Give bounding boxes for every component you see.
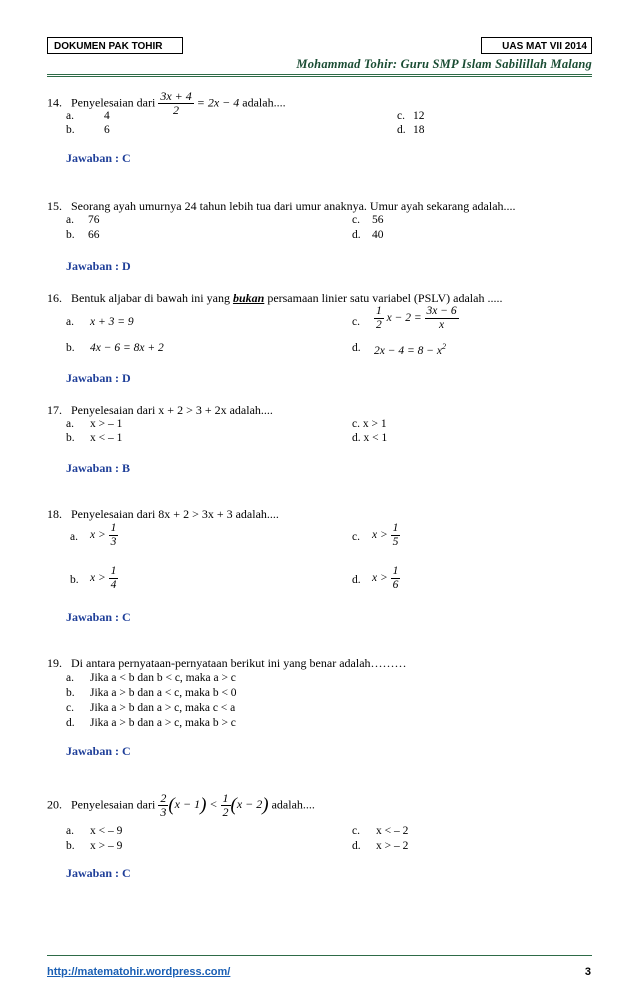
- inequality-lhs: x >: [372, 572, 388, 585]
- option-b: 6: [104, 124, 110, 136]
- option-c-label: c.: [352, 214, 360, 226]
- paren-expression: x − 1: [174, 797, 201, 812]
- option-c: [372, 522, 400, 549]
- answer-19: Jawaban : C: [66, 744, 131, 758]
- question-text: Bentuk aljabar di bawah ini yang: [71, 291, 230, 305]
- footer-url-link[interactable]: http://matematohir.wordpress.com/: [47, 966, 231, 978]
- option-a: x > – 1: [90, 418, 123, 430]
- fraction-denominator: 5: [392, 536, 399, 548]
- fraction-numerator: 1: [376, 305, 382, 317]
- option-a-label: a.: [66, 672, 74, 684]
- option-b-label: b.: [66, 342, 75, 354]
- question-text-cont: persamaan linier satu variabel (PSLV) adalah .....: [267, 291, 503, 305]
- option-a: [90, 522, 118, 549]
- answer-15: Jawaban : D: [66, 259, 131, 273]
- option-a-label: a.: [66, 418, 74, 430]
- inequality-lhs: x >: [90, 572, 106, 585]
- option-d-label: d.: [352, 342, 361, 354]
- equation-rhs: = 2x − 4: [196, 95, 240, 110]
- question-number: 20.: [47, 797, 62, 812]
- option-a-label: a.: [66, 825, 74, 837]
- option-b-label: b.: [70, 574, 79, 586]
- footer-divider: [47, 955, 592, 956]
- question-tail: adalah....: [242, 95, 286, 110]
- option-d: 40: [372, 229, 384, 241]
- question-text: Penyelesaian dari: [71, 797, 156, 812]
- equation-middle: x − 2 =: [386, 312, 422, 325]
- fraction: [425, 305, 459, 332]
- fraction-numerator: 1: [392, 565, 399, 577]
- question-number: 19.: [47, 656, 62, 670]
- question-text: Penyelesaian dari 8x + 2 > 3x + 3 adalah....: [71, 507, 279, 521]
- option-c: 56: [372, 214, 384, 226]
- option-c: [374, 305, 459, 332]
- fraction-denominator: 6: [392, 579, 399, 591]
- option-c-label: c.: [352, 316, 360, 328]
- fraction-denominator: 4: [110, 579, 117, 591]
- paren-expression: x − 2: [236, 797, 263, 812]
- option-c: c. x > 1: [352, 418, 387, 430]
- option-b-label: b.: [66, 840, 75, 852]
- question-16: [47, 291, 502, 306]
- header-divider: [47, 74, 592, 75]
- option-d-label: d.: [352, 840, 361, 852]
- option-c-label: c.: [352, 825, 360, 837]
- option-b: Jika a > b dan a < c, maka b < 0: [90, 687, 237, 699]
- option-b: 66: [88, 229, 100, 241]
- option-d: [374, 342, 446, 357]
- option-c-label: c.: [66, 702, 74, 714]
- answer-18: Jawaban : C: [66, 610, 131, 624]
- option-d-label: d.: [66, 717, 75, 729]
- fraction-numerator: 3x − 6: [426, 305, 457, 317]
- option-d: d. x < 1: [352, 432, 388, 444]
- option-b: 4x − 6 = 8x + 2: [90, 342, 164, 354]
- header-right-label: UAS MAT VII 2014: [481, 37, 592, 54]
- question-number: 18.: [47, 507, 62, 521]
- header-author: Mohammad Tohir: Guru SMP Islam Sabilillah Malang: [296, 57, 592, 71]
- option-d: [372, 565, 400, 592]
- question-15: [47, 199, 516, 214]
- fraction-numerator: 1: [110, 565, 117, 577]
- option-a-label: a.: [66, 316, 74, 328]
- option-a: x < – 9: [90, 825, 123, 837]
- option-b-label: b.: [66, 124, 75, 136]
- question-20: [47, 792, 315, 819]
- answer-20: Jawaban : C: [66, 866, 131, 880]
- fraction: [221, 792, 231, 819]
- option-c-label: c.: [352, 531, 360, 543]
- option-b-label: b.: [66, 229, 75, 241]
- question-number: 16.: [47, 291, 62, 305]
- option-d-label: d.: [352, 574, 361, 586]
- fraction: [391, 565, 401, 592]
- option-d-label: d.: [352, 229, 361, 241]
- fraction: [158, 792, 168, 819]
- emphasis-word: bukan: [232, 291, 265, 305]
- option-a-label: a.: [66, 110, 74, 122]
- question-text: Seorang ayah umurnya 24 tahun lebih tua dari umur anaknya. Umur ayah sekarang adalah....: [71, 199, 516, 213]
- option-d-label: d.: [397, 124, 406, 136]
- inequality-lhs: x >: [372, 529, 388, 542]
- fraction: [109, 522, 119, 549]
- option-b-label: b.: [66, 432, 75, 444]
- question-17: [47, 403, 273, 418]
- option-a-label: a.: [66, 214, 74, 226]
- fraction-numerator: 3x + 4: [160, 89, 192, 103]
- page-number: 3: [584, 966, 591, 978]
- fraction: [109, 565, 119, 592]
- header-divider-secondary: [47, 76, 592, 77]
- option-a: 4: [104, 110, 110, 122]
- option-b: x < – 1: [90, 432, 123, 444]
- fraction-numerator: 2: [160, 791, 167, 805]
- option-b-label: b.: [66, 687, 75, 699]
- fraction-denominator: 2: [222, 805, 229, 819]
- option-d: Jika a > b dan a > c, maka b > c: [90, 717, 236, 729]
- question-tail: adalah....: [271, 797, 315, 812]
- question-18: [47, 507, 279, 522]
- fraction-denominator: 3: [160, 805, 167, 819]
- option-a: 76: [88, 214, 100, 226]
- option-d: x > – 2: [376, 840, 409, 852]
- fraction-denominator: x: [439, 319, 445, 331]
- fraction: [158, 90, 193, 117]
- option-d: 18: [413, 124, 425, 136]
- question-number: 14.: [47, 95, 62, 110]
- exponent: 2: [442, 342, 446, 351]
- less-than-sign: <: [209, 797, 218, 812]
- header-left-label: DOKUMEN PAK TOHIR: [47, 37, 183, 54]
- answer-17: Jawaban : B: [66, 461, 131, 475]
- fraction: [374, 305, 384, 332]
- option-b: [90, 565, 118, 592]
- option-c: Jika a > b dan a > c, maka c < a: [90, 702, 236, 714]
- question-14: [47, 90, 286, 117]
- fraction-denominator: 3: [110, 536, 117, 548]
- answer-14: Jawaban : C: [66, 151, 131, 165]
- option-d-text: 2x − 4 = 8 − x: [374, 344, 442, 357]
- question-number: 17.: [47, 403, 62, 417]
- inequality-expression: $\frac{2}{3}$ (x − 1) < $\frac{1}{2}$ (x − 2): [160, 791, 269, 819]
- fraction-numerator: 1: [222, 791, 229, 805]
- question-number: 15.: [47, 199, 62, 213]
- question-text: Di antara pernyataan-pernyataan berikut ini yang benar adalah………: [71, 656, 407, 670]
- option-a-label: a.: [70, 531, 78, 543]
- answer-16: Jawaban : D: [66, 371, 131, 385]
- question-text: Penyelesaian dari: [71, 95, 156, 110]
- inequality-lhs: x >: [90, 529, 106, 542]
- option-c: x < – 2: [376, 825, 409, 837]
- fraction-denominator: 2: [376, 319, 382, 331]
- option-c: 12: [413, 110, 425, 122]
- fraction-numerator: 1: [392, 522, 399, 534]
- fraction: [391, 522, 401, 549]
- option-b: x > – 9: [90, 840, 123, 852]
- question-text: Penyelesaian dari x + 2 > 3 + 2x adalah....: [71, 403, 273, 417]
- question-19: [47, 656, 407, 671]
- fraction-numerator: 1: [110, 522, 117, 534]
- option-a: Jika a < b dan b < c, maka a > c: [90, 672, 236, 684]
- fraction-denominator: 2: [173, 103, 180, 117]
- option-a: x + 3 = 9: [90, 316, 134, 328]
- option-c-label: c.: [397, 110, 405, 122]
